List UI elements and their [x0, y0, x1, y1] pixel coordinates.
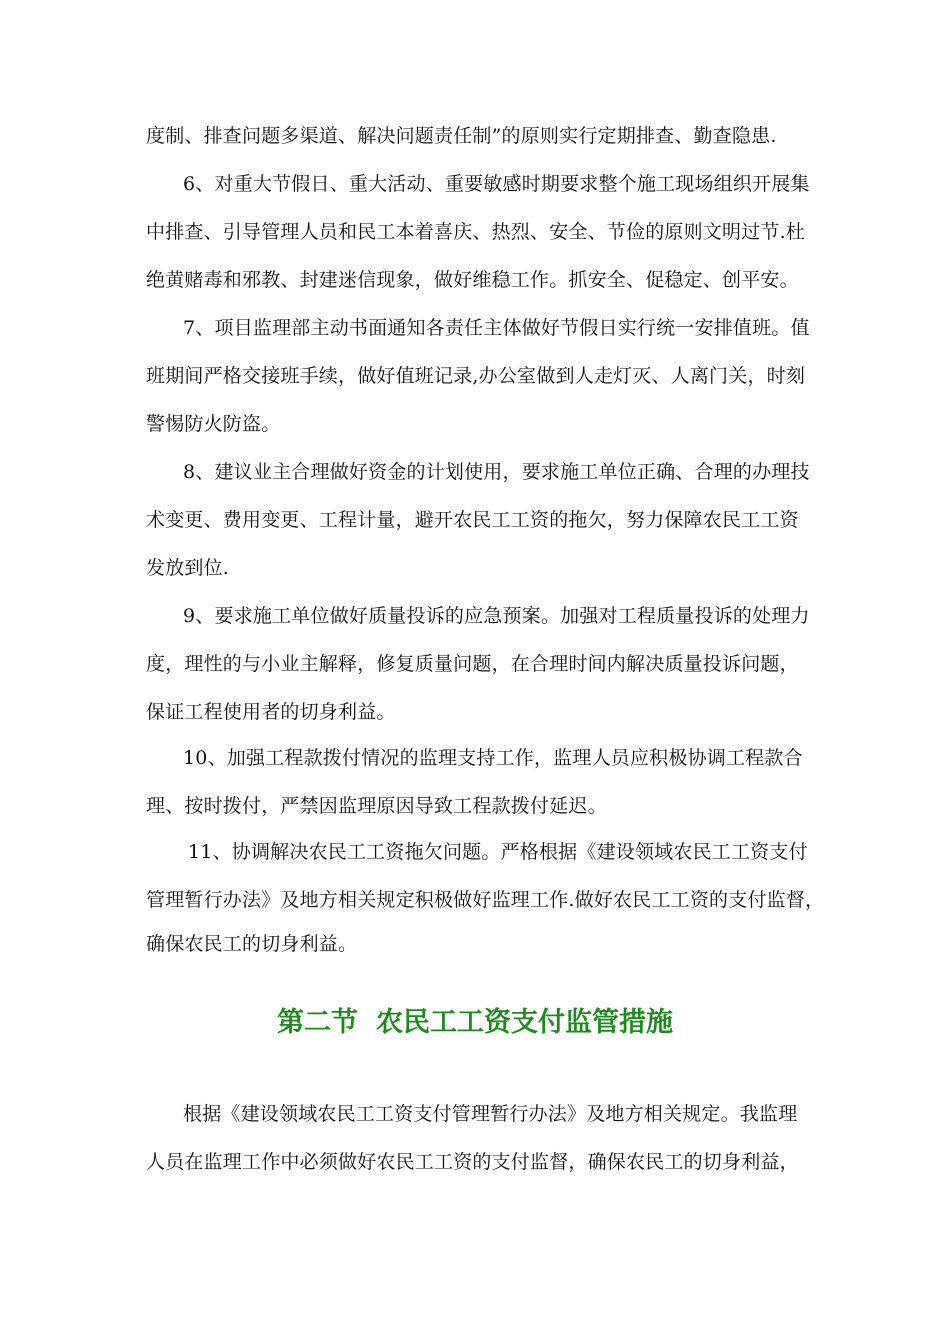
paragraph-5-line-1: 度制、排查问题多渠道、解决问题责任制”的原则实行定期排查、勤查隐患. — [146, 125, 777, 147]
paragraph-9-line-1: 9、要求施工单位做好质量投诉的应急预案。加强对工程质量投诉的处理力 — [183, 605, 810, 627]
paragraph-10-line-2: 理、按时拨付，严禁因监理原因导致工程款拨付延迟。 — [146, 795, 607, 817]
paragraph-8-line-3: 发放到位. — [146, 557, 230, 579]
paragraph-6-line-2: 中排查、引导管理人员和民工本着喜庆、热烈、安全、节俭的原则文明过节.杜 — [146, 221, 806, 243]
intro-line-2: 人员在监理工作中必须做好农民工工资的支付监督，确保农民工的切身利益， — [146, 1151, 799, 1173]
paragraph-8-line-2: 术变更、费用变更、工程计量，避开农民工工资的拖欠，努力保障农民工工资 — [146, 509, 799, 531]
section-title: 农民工工资支付监管措施 — [376, 1007, 673, 1038]
paragraph-7-line-2: 班期间严格交接班手续，做好值班记录,办公室做到人走灯灭、人离门关，时刻 — [146, 365, 806, 387]
paragraph-9-line-3: 保证工程使用者的切身利益。 — [146, 701, 396, 723]
paragraph-7-line-1: 7、项目监理部主动书面通知各责任主体做好节假日实行统一安排值班。值 — [183, 317, 810, 339]
section-number: 第二节 — [277, 1007, 358, 1038]
paragraph-9-line-2: 度，理性的与小业主解释，修复质量问题，在合理时间内解决质量投诉问题， — [146, 653, 799, 675]
paragraph-6-line-3: 绝黄赌毒和邪教、封建迷信现象，做好维稳工作。抓安全、促稳定、创平安。 — [146, 269, 799, 291]
intro-line-1: 根据《建设领域农民工工资支付管理暂行办法》及地方相关规定。我监理 — [183, 1103, 798, 1125]
section-heading — [0, 1006, 950, 1040]
paragraph-11-line-3: 确保农民工的切身利益。 — [146, 933, 358, 955]
paragraph-6-line-1: 6、对重大节假日、重大活动、重要敏感时期要求整个施工现场组织开展集 — [183, 173, 810, 195]
paragraph-7-line-3: 警惕防火防盗。 — [146, 413, 281, 435]
paragraph-11-line-1: 11、协调解决农民工工资拖欠问题。严格根据《建设领域农民工工资支付 — [188, 841, 808, 863]
paragraph-10-line-1: 10、加强工程款拨付情况的监理支持工作，监理人员应积极协调工程款合 — [183, 747, 803, 769]
paragraph-11-line-2: 管理暂行办法》及地方相关规定积极做好监理工作.做好农民工工资的支付监督， — [146, 889, 825, 911]
paragraph-8-line-1: 8、建议业主合理做好资金的计划使用，要求施工单位正确、合理的办理技 — [183, 461, 810, 483]
